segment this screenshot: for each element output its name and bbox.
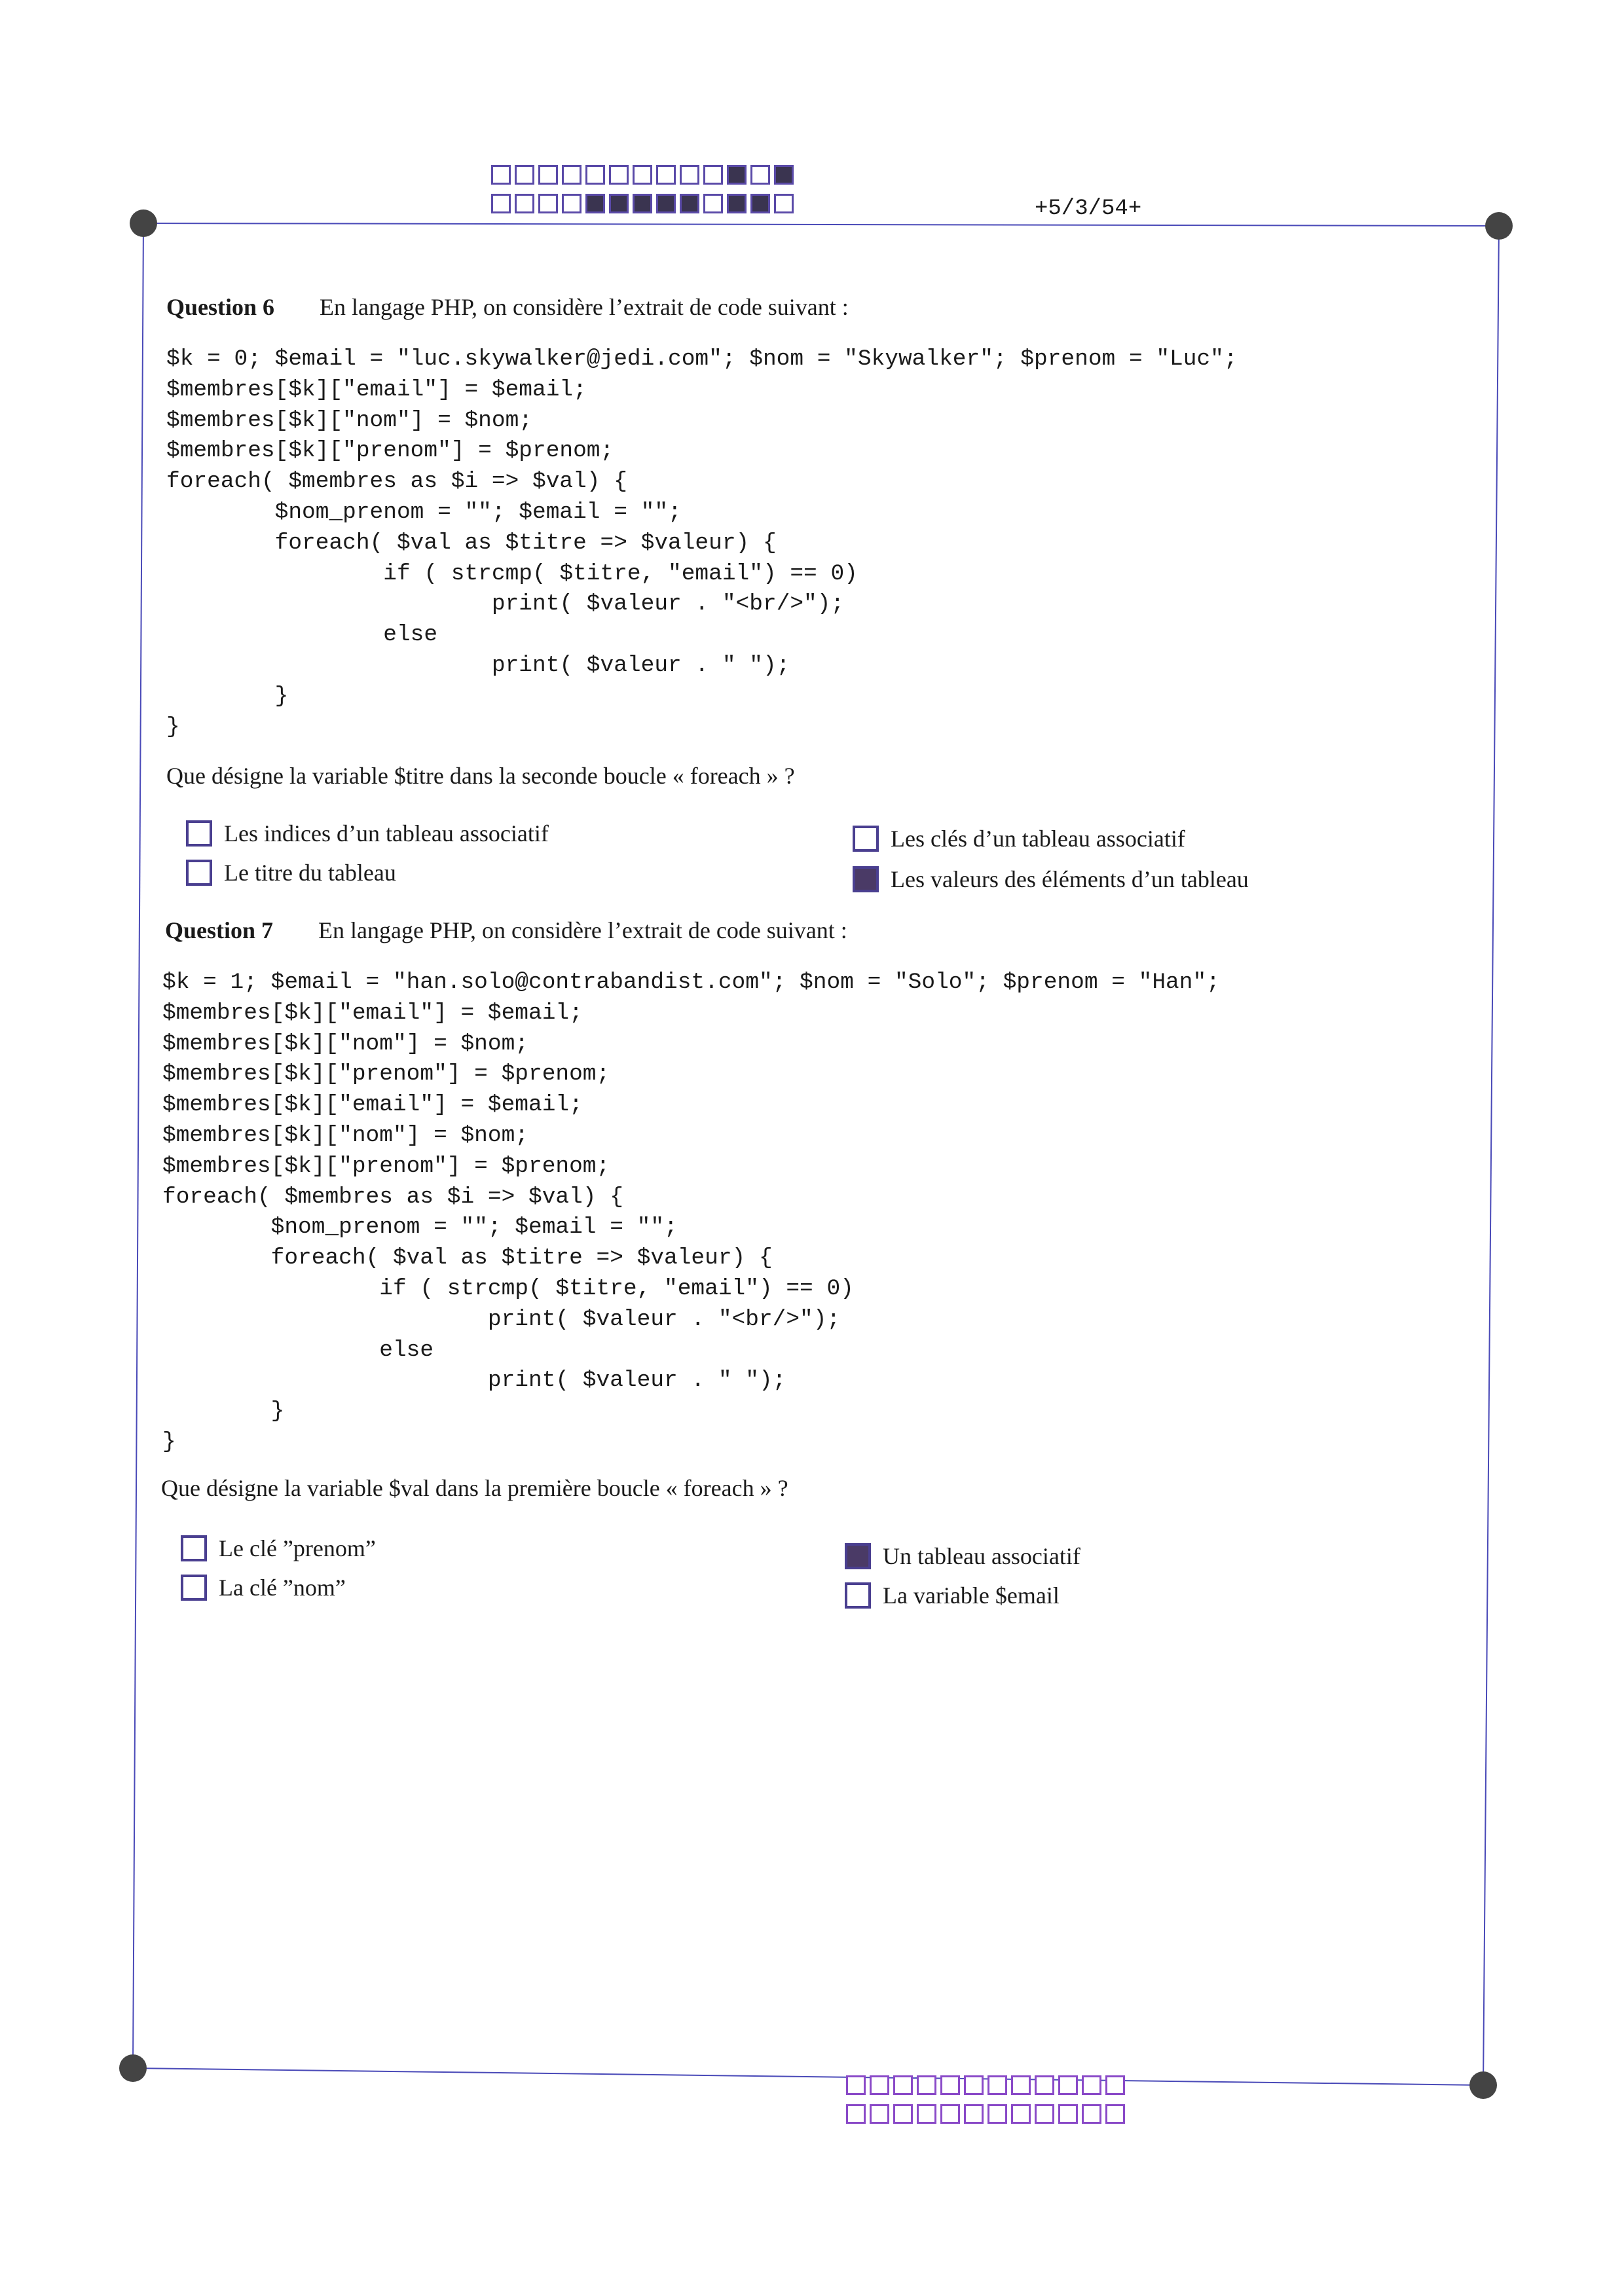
checkbox[interactable] — [845, 1582, 871, 1609]
checkbox[interactable] — [186, 860, 212, 886]
registration-mark-top-right — [1485, 212, 1513, 240]
question-intro: En langage PHP, on considère l’extrait de code suivant : — [318, 917, 847, 943]
answer-label: La variable $email — [883, 1582, 1060, 1609]
page-code-strip-bottom — [846, 2104, 1125, 2124]
checkbox[interactable] — [853, 826, 879, 852]
answer-option[interactable] — [845, 1582, 1060, 1609]
answer-option[interactable] — [853, 866, 1249, 893]
answer-option[interactable] — [186, 859, 396, 886]
answer-option[interactable] — [181, 1574, 346, 1601]
answer-option[interactable] — [853, 825, 1185, 852]
answer-label: Le clé ”prenom” — [219, 1535, 376, 1561]
question-title: Question 6 — [166, 294, 275, 320]
question-prompt: Que désigne la variable $titre dans la seconde boucle « foreach » ? — [166, 763, 795, 789]
registration-mark-bottom-left — [119, 2054, 147, 2082]
checkbox[interactable] — [181, 1535, 207, 1561]
question-title: Question 7 — [165, 917, 274, 943]
registration-mark-top-left — [130, 210, 157, 237]
answer-label: Le titre du tableau — [224, 860, 396, 886]
page-code-strip-bottom — [846, 2075, 1125, 2095]
answer-label: Les indices d’un tableau associatif — [224, 820, 549, 847]
answer-label: La clé ”nom” — [219, 1575, 346, 1601]
checkbox[interactable] — [181, 1575, 207, 1601]
registration-mark-bottom-right — [1469, 2071, 1497, 2099]
checkbox-checked[interactable] — [845, 1543, 871, 1569]
question-6-header — [166, 293, 849, 321]
code-block: $k = 0; $email = "luc.skywalker@jedi.com"; $nom = "Skywalker"; $prenom = "Luc"; $membres[$k]["email"] = $email; $membres[$k]["nom"] = $nom; $membres[$k]["prenom"] = $prenom; foreach( $membres as $i => $val) { $nom_prenom = ""; $email = ""; foreach( $val as $titre => $valeur) { if ( strcmp( $titre, "email") == 0) print( $valeur . "<br/>"); else print( $valeur . " "); } } — [166, 346, 1238, 740]
answer-label: Les clés d’un tableau associatif — [891, 826, 1185, 852]
answer-option[interactable] — [181, 1535, 376, 1562]
answer-option[interactable] — [186, 820, 549, 847]
question-prompt: Que désigne la variable $val dans la première boucle « foreach » ? — [161, 1475, 788, 1501]
checkbox-checked[interactable] — [853, 866, 879, 892]
code-block: $k = 1; $email = "han.solo@contrabandist.com"; $nom = "Solo"; $prenom = "Han"; $membres[$k]["email"] = $email; $membres[$k]["nom"] = $nom; $membres[$k]["prenom"] = $prenom; $membres[$k]["email"] = $email; $membres[$k]["nom"] = $nom; $membres[$k]["prenom"] = $prenom; foreach( $membres as $i => $val) { $nom_prenom = ""; $email = ""; foreach( $val as $titre => $valeur) { if ( strcmp( $titre, "email") == 0) print( $valeur . "<br/>"); else print( $valeur . " "); } } — [162, 970, 1220, 1455]
answer-label: Les valeurs des éléments d’un tableau — [891, 866, 1249, 892]
answer-option[interactable] — [845, 1542, 1080, 1570]
checkbox[interactable] — [186, 820, 212, 847]
question-7-header — [165, 917, 847, 944]
page-code-strip-top — [491, 165, 794, 185]
answer-label: Un tableau associatif — [883, 1543, 1080, 1569]
question-intro: En langage PHP, on considère l’extrait de code suivant : — [320, 294, 849, 320]
page-code-strip-top — [491, 194, 794, 213]
page-identifier: +5/3/54+ — [1035, 196, 1142, 221]
